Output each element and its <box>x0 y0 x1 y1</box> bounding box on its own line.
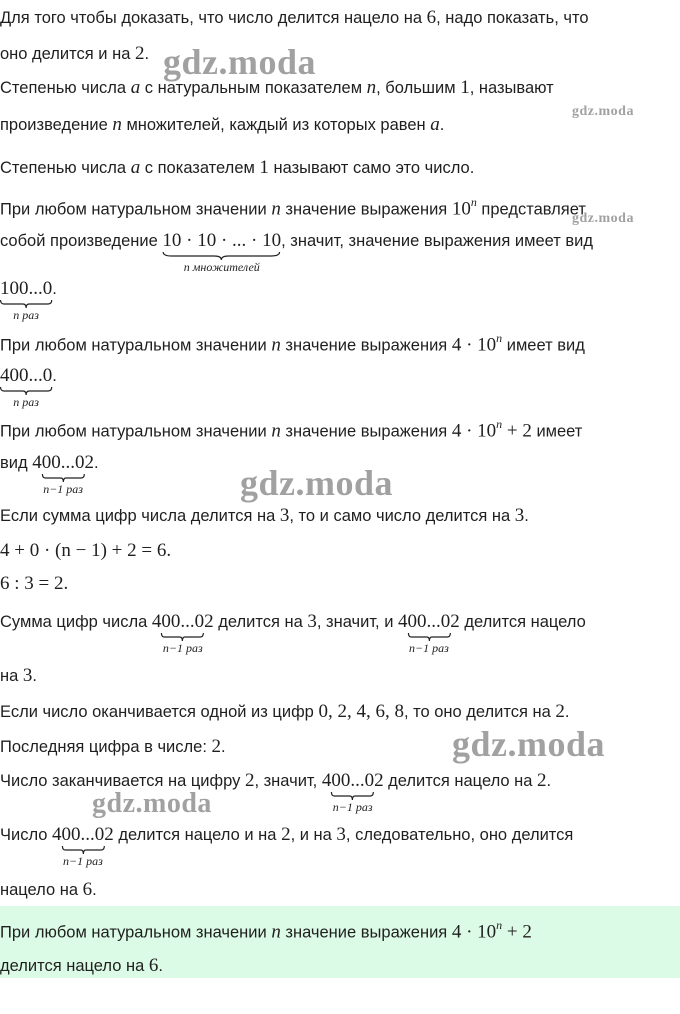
text-line-4: произведение n множителей, каждый из которых равен a. <box>0 114 445 135</box>
text-line-9: При любом натуральном значении n значение выражения $4 \cdot 10^n$ имеет вид <box>0 331 585 356</box>
underbrace-00-0-first: 00...0 n−1 раз <box>161 611 205 655</box>
underbrace-00-0-second: 00...0 n−1 раз <box>407 611 451 655</box>
underbrace-00-0: 00...0 n−1 раз <box>61 824 105 868</box>
text-line-7: собой произведение 10 · 10 · ... · 10 n множителей , значит, значение выражения имеет вид <box>0 230 594 274</box>
watermark-logo: gdz.moda <box>163 42 317 82</box>
text-line-10: 400...0 n раз . <box>0 365 57 409</box>
underbrace-product: 10 · 10 · ... · 10 n множителей <box>162 230 282 274</box>
text-line-1: Для того чтобы доказать, что число делится нацело на 6, надо показать, что <box>0 7 589 28</box>
text-line-18: Если число оканчивается одной из цифр 0, 2, 4, 6, 8, то оно делится на 2. <box>0 701 570 722</box>
brace-icon <box>161 633 204 641</box>
watermark-logo: gdz.moda <box>572 211 634 226</box>
brace-icon <box>42 474 85 482</box>
text-line-16: Сумма цифр числа 400...0 n−1 раз 2 делится на 3, значит, и 400...0 n−1 раз 2 делится нацело <box>0 611 586 655</box>
text-line-3: Степенью числа a с натуральным показателем n, большим 1, называют <box>0 77 554 98</box>
brace-icon <box>0 387 52 395</box>
text-line-12: вид 400...0 n−1 раз 2. <box>0 452 99 496</box>
text-line-20: Число заканчивается на цифру 2, значит, 400...0 n−1 раз 2 делится нацело на 2. <box>0 770 552 814</box>
watermark-logo: gdz.moda <box>240 463 394 503</box>
text-line-2: оно делится и на 2. <box>0 43 150 64</box>
underbrace-400-0: 400...0 n раз <box>0 365 53 409</box>
brace-icon <box>62 846 105 854</box>
text-line-5: Степенью числа a с показателем 1 называют само это число. <box>0 157 475 178</box>
text-line-21: Число 400...0 n−1 раз 2 делится нацело и на 2, и на 3, следовательно, оно делится <box>0 824 574 868</box>
watermark-logo: gdz.moda <box>572 104 634 119</box>
underbrace-00-0: 00...0 n−1 раз <box>331 770 375 814</box>
text-line-11: При любом натуральном значении n значение выражения $4 \cdot 10^n + 2$ имеет <box>0 417 583 442</box>
conclusion-line-2: делится нацело на 6. <box>0 955 163 976</box>
conclusion-line-1: При любом натуральном значении n значение выражения $4 \cdot 10^n + 2$ <box>0 918 532 943</box>
text-line-17: на 3. <box>0 665 37 686</box>
text-line-22: нацело на 6. <box>0 879 97 900</box>
equation-division: 6 : 3 = 2. <box>0 573 69 594</box>
watermark-logo: gdz.moda <box>452 724 606 764</box>
equation-sum: 4 + 0 · (n − 1) + 2 = 6. <box>0 540 172 561</box>
brace-icon <box>331 792 374 800</box>
underbrace-100-0: 100...0 n раз <box>0 278 53 322</box>
brace-icon <box>408 633 451 641</box>
underbrace-00-0: 00...0 n−1 раз <box>41 452 85 496</box>
text-line-19: Последняя цифра в числе: 2. <box>0 736 226 757</box>
brace-icon <box>162 252 281 260</box>
text-line-8: 100...0 n раз . <box>0 278 57 322</box>
watermark-logo: gdz.moda <box>92 788 212 819</box>
text-line-6: При любом натуральном значении n значение выражения 10$^n$ представляет <box>0 195 586 220</box>
text-line-13: Если сумма цифр числа делится на 3, то и само число делится на 3. <box>0 505 529 526</box>
brace-icon <box>0 300 52 308</box>
